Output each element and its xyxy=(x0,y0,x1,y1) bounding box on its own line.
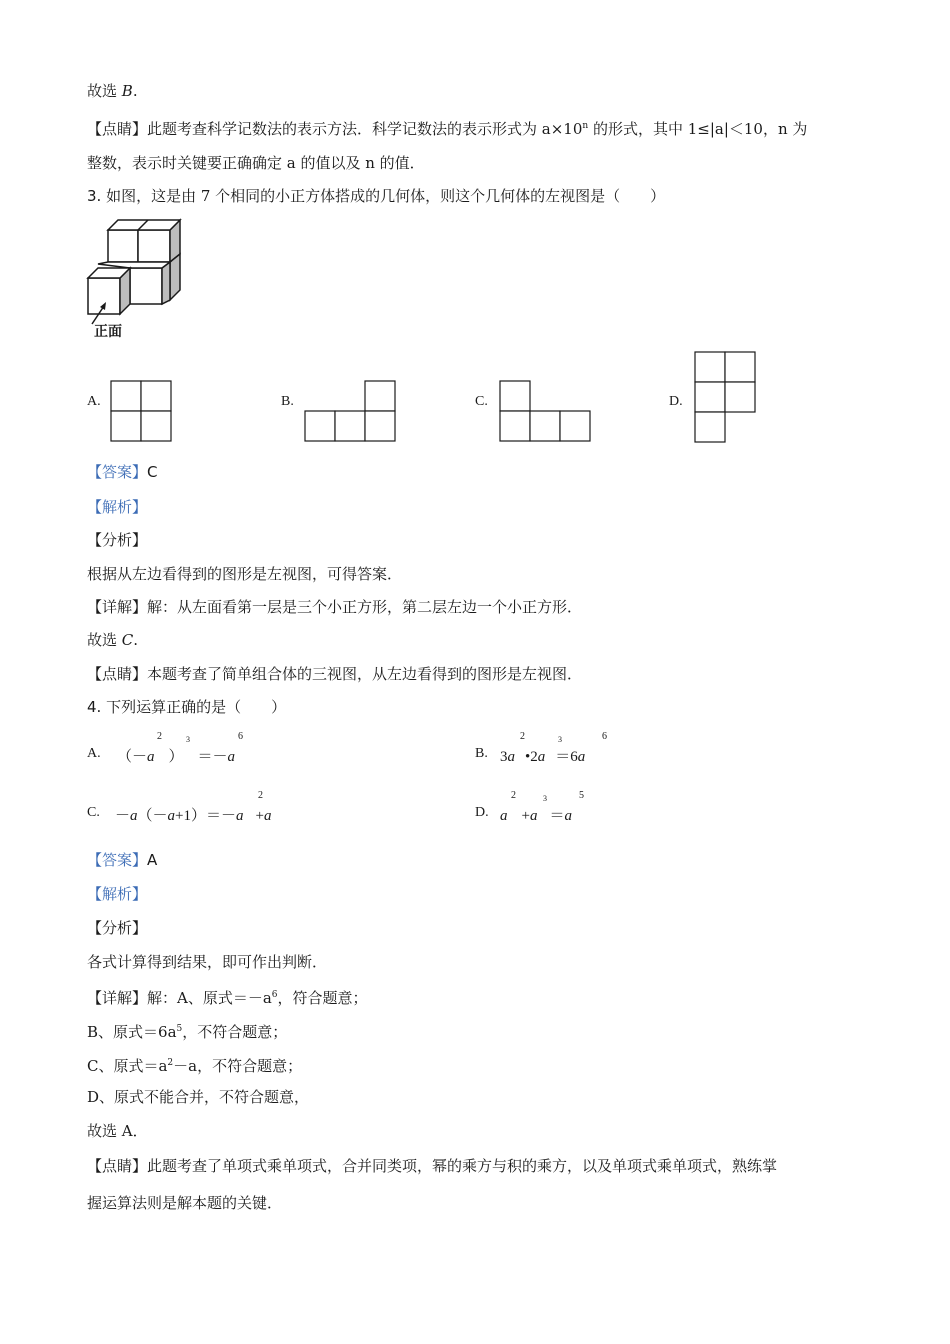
expr-part: ＝6 xyxy=(555,749,578,765)
q4-detail-d: D、原式不能合并，不符合题意， xyxy=(87,1088,310,1106)
q4-choose-line: 故选 A． xyxy=(87,1122,148,1140)
answer-tag: 【答案】 xyxy=(87,463,148,481)
option-d-label: D. xyxy=(669,394,683,409)
q4-dianjing-line xyxy=(87,1156,777,1176)
choose-text: 故选 xyxy=(87,631,122,649)
dianjing-text-a: 此题考查科学记数法的表示方法．科学记数法的表示形式为 a×10 xyxy=(147,120,583,138)
detail-text: －a，不符合题意； xyxy=(173,1057,303,1075)
superscript: n xyxy=(582,121,589,131)
expr-part: + xyxy=(255,808,264,824)
variable: a xyxy=(147,749,155,765)
expr-part: 3 xyxy=(500,749,508,765)
dianjing-text: 此题考查了单项式乘单项式，合并同类项，幂的乘方与积的乘方，以及单项式乘单项式，熟练掌 xyxy=(147,1157,778,1175)
exponent: 2 xyxy=(520,731,525,742)
option-b-label: B. xyxy=(281,394,294,409)
q3-fenxi-tag: 【分析】 xyxy=(87,531,148,549)
q4-detail-a xyxy=(87,985,368,1008)
option-a-label: A. xyxy=(87,394,101,409)
q3-answer-line xyxy=(87,462,158,482)
q4-option-c-label: C. xyxy=(87,805,100,820)
superscript: 5 xyxy=(176,1024,183,1034)
expr-part: +1）＝－ xyxy=(175,808,236,824)
detail-text: ，符合题意； xyxy=(277,989,368,1007)
expr-part: ＝ xyxy=(549,808,565,824)
question-text: 下列运算正确的是（ ） xyxy=(106,698,287,716)
exponent: 2 xyxy=(157,731,162,742)
dianjing-line-prev xyxy=(87,116,807,139)
choose-text: 故选 xyxy=(87,82,122,100)
expr-part: •2 xyxy=(525,749,538,765)
choose-line-prev xyxy=(87,81,138,101)
dianjing-text: 本题考查了简单组合体的三视图，从左边看得到的图形是左视图． xyxy=(147,665,583,683)
variable: a xyxy=(500,808,508,824)
q3-choose-line xyxy=(87,630,138,650)
exponent: 6 xyxy=(602,731,607,742)
q3-analysis-tag: 【解析】 xyxy=(87,498,148,516)
q4-analysis-tag: 【解析】 xyxy=(87,885,148,903)
superscript: 6 xyxy=(271,990,278,1000)
variable: a xyxy=(537,749,546,765)
detail-text: 解：A、原式＝－a xyxy=(147,989,272,1007)
expr-part: + xyxy=(521,808,530,824)
option-a-figure xyxy=(110,380,172,442)
detail-text: 解：从左面看第一层是三个小正方形，第二层左边一个小正方形． xyxy=(147,598,583,616)
question-3-stem xyxy=(87,186,665,206)
variable: a xyxy=(227,749,236,765)
detail-text: B、原式＝6a xyxy=(87,1023,177,1041)
choose-letter: C xyxy=(121,631,134,649)
detail-tag: 【详解】 xyxy=(87,598,148,616)
exponent: 3 xyxy=(543,794,547,803)
q4-option-d-label: D. xyxy=(475,805,489,820)
q3-detail-line xyxy=(87,597,582,617)
expr-part: （－ xyxy=(117,749,148,765)
expr-part: ） xyxy=(168,749,184,765)
question-number: 3. xyxy=(87,187,102,205)
variable: a xyxy=(529,808,538,824)
choose-letter: B xyxy=(121,82,133,100)
option-c-figure xyxy=(499,380,591,442)
expr-part: （－ xyxy=(137,808,168,824)
dianjing-tag: 【点睛】 xyxy=(87,1157,148,1175)
option-c-label: C. xyxy=(475,394,488,409)
dianjing-tag: 【点睛】 xyxy=(87,665,148,683)
q4-dianjing-line-2: 握运算法则是解本题的关键． xyxy=(87,1194,283,1212)
q4-option-a-label: A. xyxy=(87,746,101,761)
superscript: 2 xyxy=(167,1058,174,1068)
variable: a xyxy=(577,749,586,765)
answer-tag: 【答案】 xyxy=(87,851,148,869)
variable: a xyxy=(236,808,244,824)
option-b-figure xyxy=(304,380,396,442)
q4-option-d-expr xyxy=(500,804,572,825)
variable: a xyxy=(130,808,138,824)
exponent: 2 xyxy=(511,790,516,801)
dianjing-line-prev-2: 整数，表示时关键要正确确定 a 的值以及 n 的值． xyxy=(87,154,425,172)
answer-value: C xyxy=(147,463,158,481)
option-d-figure xyxy=(694,351,756,443)
q3-fenxi-text: 根据从左边看得到的图形是左视图，可得答案． xyxy=(87,565,403,583)
variable: a xyxy=(507,749,515,765)
choose-end: . xyxy=(132,82,138,100)
q4-option-b-expr xyxy=(500,745,585,766)
question-4-stem xyxy=(87,697,286,717)
exponent: 6 xyxy=(238,731,243,742)
q3-dianjing-line xyxy=(87,664,582,684)
q4-fenxi-text: 各式计算得到结果，即可作出判断． xyxy=(87,953,328,971)
q4-option-a-expr xyxy=(117,745,235,766)
detail-tag: 【详解】 xyxy=(87,989,148,1007)
question-text: 如图，这是由 7 个相同的小正方体搭成的几何体，则这个几何体的左视图是（ ） xyxy=(106,187,666,205)
answer-value: A xyxy=(147,851,158,869)
detail-text: ，不符合题意； xyxy=(182,1023,288,1041)
q4-fenxi-tag: 【分析】 xyxy=(87,919,148,937)
exponent: 2 xyxy=(258,790,263,801)
detail-text: C、原式＝a xyxy=(87,1057,168,1075)
expr-part: － xyxy=(115,808,131,824)
q4-detail-b xyxy=(87,1019,287,1042)
variable: a xyxy=(167,808,176,824)
exponent: 3 xyxy=(186,735,190,744)
q4-option-b-label: B. xyxy=(475,746,488,761)
front-label: 正面 xyxy=(94,324,122,340)
q4-answer-line xyxy=(87,850,157,870)
choose-end: . xyxy=(133,631,139,649)
dianjing-tag: 【点睛】 xyxy=(87,120,148,138)
variable: a xyxy=(263,808,272,824)
expr-part: ＝－ xyxy=(197,749,228,765)
q4-detail-c xyxy=(87,1053,302,1076)
question-number: 4. xyxy=(87,698,102,716)
dianjing-text-b: 的形式，其中 1≤|a|＜10，n 为 xyxy=(588,120,808,138)
q4-option-c-expr xyxy=(115,804,271,825)
exponent: 3 xyxy=(558,735,562,744)
exponent: 5 xyxy=(579,790,584,801)
variable: a xyxy=(564,808,572,824)
